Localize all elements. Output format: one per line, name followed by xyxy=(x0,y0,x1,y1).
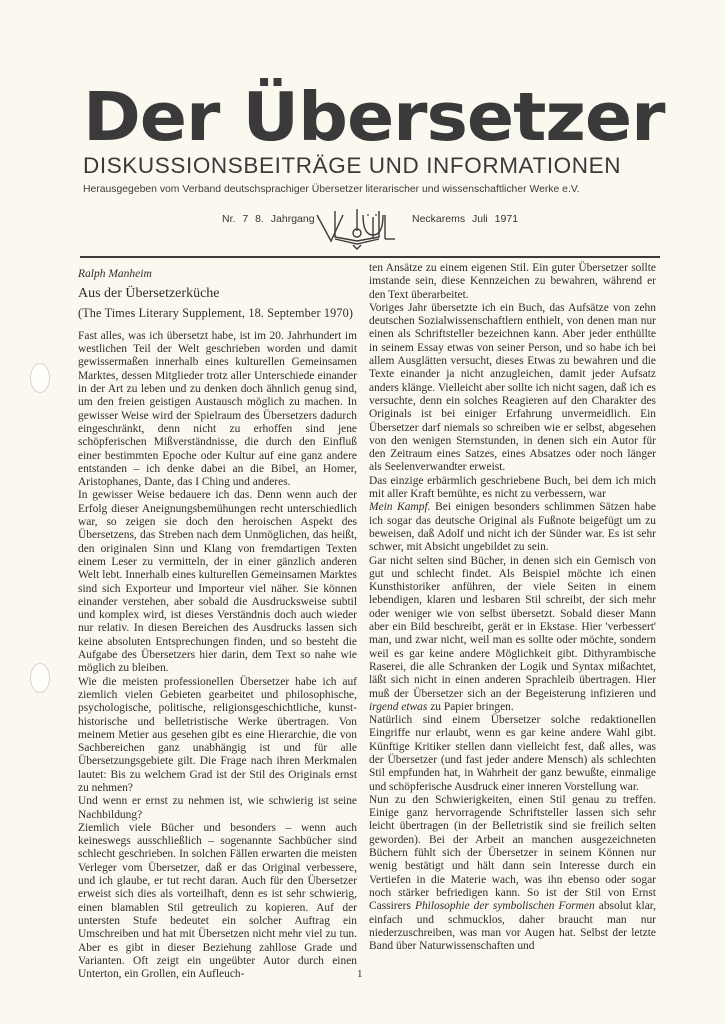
paragraph-text: Das einzige erbärmlich geschriebene Buch, bei dem ich mich mit aller Kraft bemühte, es nicht zu verbessern, war xyxy=(369,474,656,501)
article-author: Ralph Manheim xyxy=(78,268,152,280)
paragraph-text: Nun zu den Schwierigkeiten, einen Stil genau zu treffen. Einige ganz hervorragende Schriftsteller lassen sich sehr leicht übertragen (in der Belletristik sind sie freilich selten geworden). Bei der Arbeit an manchen ausgezeichneten Büchern fühlt sich der Übersetzer in seinem Können nur wenig bestätigt und hält dann sein Interesse durch ein Vertiefen in die Materie wach, was ihn ebenso oder sogar noch stärker befriedigen kann. So ist der Stil von Ernst Cassirers xyxy=(369,793,656,913)
punch-hole-top xyxy=(30,363,50,393)
punch-hole-bottom xyxy=(30,663,50,693)
paragraph xyxy=(369,475,656,555)
emphasis-irgend-etwas: irgend etwas xyxy=(369,700,428,713)
paragraph: Ziemlich viele Bücher und besonders – wenn auch keineswegs ausschließlich – sogenannte Sachbücher sind schlecht geschrieben. In solchen Fällen erwarten die meisten Verleger vom Übersetzer, daß er das Original verbessere, und ich glaube, er tut recht daran. Auch für den Übersetzer erweist sich dies als vorteilhaft, denn es ist sehr schwierig, einen blamablen Stil getreulich zu kopieren. Auf der untersten Stufe bedeutet ein solcher Auftrag ein Umschreiben und hat mit Übersetzen nicht mehr viel zu tun. Aber es gibt in dieser Beziehung zahllose Grade und Varianten. Oft zeigt ein ungeübter Autor durch einen Unterton, ein Grollen, ein Aufleuch- xyxy=(78,821,357,981)
issue-info xyxy=(0,207,725,253)
paragraph: Und wenn er ernst zu nehmen ist, wie schwierig ist seine Nachbildung? xyxy=(78,795,357,821)
header-divider xyxy=(80,256,660,258)
issue-place-date: Neckarems Juli 1971 xyxy=(412,213,519,225)
paragraph-text: Gar nicht selten sind Bücher, in denen sich ein Gemisch von gut und schlecht findet. Als Beispiel möchte ich einen Kunsthistoriker anführen, der viele Seiten in einem lebendigen, klaren und lesbaren Stil schreibt, der sich mehr oder weniger wie von selbst übersetzt. Sobald dieser Mann aber ein Bild beschreibt, gerät er in Ekstase. Hier 'verbessert' man, und zwar nicht, weil man es sollte oder möchte, sondern weil es gar keine andere Möglichkeit gibt. Dithyrambische Raserei, die alle Schranken der Logik und Syntax mißachtet, läßt sich nicht in einen anderen Sprachleib übertragen. Hier muß der Übersetzer sich an der Begeisterung infizieren und xyxy=(369,554,656,700)
paragraph xyxy=(369,555,656,715)
vdu-logo-icon xyxy=(313,207,401,251)
paragraph: Wie die meisten professionellen Übersetzer habe ich auf ziemlich vielen Gebieten gearbeitet und philosophische, psychologische, politische, religionsgeschichtliche, kunsthistorische und belletristische Werke übertragen. Von meinem Metier aus gesehen gibt es eine Hierarchie, die von Sachbereichen ganz unabhängig ist und für alle Übersetzungsgebiete gilt. Die Frage nach ihren Merkmalen lautet: Bis zu welchem Grad ist der Stil des Originals ernst zu nehmen? xyxy=(78,675,357,794)
paragraph: Fast alles, was ich übersetzt habe, ist im 20. Jahrhundert im westlichen Teil der Welt geschrieben worden und damit gewissermaßen innerhalb eines kulturellen Gemeinsamen Marktes, dessen Mitglieder trotz aller Unterschiede einander in der Art zu leben und zu denken doch ähnlich genug sind, um den freien geistigen Austausch möglich zu machen. In gewisser Weise wird der Spielraum des Übersetzers dadurch eingeschränkt, denn nicht zu erhoffen sind jene schöpferischen Mißverständnisse, die durch den Einfluß einer bestimmten Epoche oder Kultur auf eine ganz andere entstanden – ich denke dabei an die Bibel, an Homer, Aristophanes, Dante, das I Ching und anderes. xyxy=(78,329,357,489)
masthead xyxy=(83,78,665,195)
page-number: 1 xyxy=(357,968,363,980)
paragraph-text: absolut klar, einfach und schmucklos, daher braucht man nur niederzuschreiben, was man vor Augen hat. Selbst der letzte Band über Naturwissenschaften und xyxy=(369,900,656,953)
paragraph: Natürlich sind einem Übersetzer solche redaktionellen Eingriffe nur erlaubt, wenn es gar keine andere Wahl gibt. Künftige Kritiker stellen dann vielleicht fest, daß alles, was der Übersetzer (und fast jeder andere Mensch) als schlechten Stil empfunden hat, in Wahrheit der ganz bewußte, einmalige und schöpferische Ausdruck einer inneren Vorstellung war. xyxy=(369,714,656,793)
paragraph: Voriges Jahr übersetzte ich ein Buch, das Aufsätze von zehn deutschen Sozialwissenschaftlern enthielt, von denen man nur einen als Schriftsteller bezeichnen kann. Aber jeder enthüllte in seinem Essay etwas von seiner Person, und so habe ich bei allem Ausglätten versucht, dieses Etwas zu bewahren und die Texte einander ja nicht anzugleichen, damit jeder Aufsatz anders klänge. Vielleicht aber sollte ich nicht sagen, daß ich es versuchte, denn ein solches Reagieren auf den Charakter des Originals ist bei einiger Erfahrung unvermeidlich. Ein Übersetzer darf niemals so schreiben wie er selbst, abgesehen von den wenigen Sternstunden, in denen sich ein Autor für den Zeitraum eines Satzes, eines Absatzes oder noch länger als Seelenverwandter erweist. xyxy=(369,301,656,474)
paragraph: ten Ansätze zu einem eigenen Stil. Ein guter Übersetzer sollte imstande sein, diese Kennzeichen zu bewahren, während er den Text überarbeitet. xyxy=(369,262,656,301)
paragraph-text: Bei einigen besonders schlimmen Sätzen habe ich sogar das deutsche Original als Fußnote beigefügt um zu beweisen, daß Adolf und nicht ich der Sünder war. Es ist sehr schwer, mit Absicht ungebildet zu sein. xyxy=(369,501,656,554)
book-title-mein-kampf: Mein Kampf. xyxy=(369,501,431,514)
book-title-cassirer: Philosophie der symbolischen Formen xyxy=(414,900,595,913)
journal-title: Der Übersetzer xyxy=(83,78,665,156)
issue-number: Nr. 7 8. Jahrgang xyxy=(222,213,315,225)
article-column-left xyxy=(78,268,357,981)
paragraph-text: zu Papier bringen. xyxy=(430,700,514,713)
paragraph: In gewisser Weise bedauere ich das. Denn wenn auch der Erfolg dieser Aneignungsbemühungen recht unterschiedlich war, so zeigen sie doch den heroischen Aspekt des Übersetzens, das Streben nach dem Unmöglichen, das heißt, den originalen Sinn und Klang von fremdartigen Texten einem Leser zu vermitteln, der in einer gänzlich anderen Welt lebt. Innerhalb eines kulturellen Gemeinsamen Marktes sind sich Exporteur und Importeur viel näher. Sie können einander verstehen, aber sobald die Ausdrucksweise subtil und komplex wird, ist dieses Verständnis doch auch wieder nur relativ. In diesen Bereichen des Ausdrucks lassen sich keine absoluten Entsprechungen finden, und so besteht die Aufgabe des Übersetzers hier darin, dem Text so nahe wie möglich zu bleiben. xyxy=(78,489,357,675)
journal-subtitle: DISKUSSIONSBEITRÄGE UND INFORMATIONEN xyxy=(83,153,622,178)
article-title: Aus der Übersetzerküche xyxy=(78,286,220,302)
paragraph xyxy=(369,794,656,954)
article-column-right xyxy=(369,262,656,953)
publisher-line: Herausgegeben vom Verband deutschsprachiger Übersetzer literarischer und wissenschaftlicher Werke e.V. xyxy=(83,184,580,195)
article-source: (The Times Literary Supplement, 18. September 1970) xyxy=(78,305,354,320)
